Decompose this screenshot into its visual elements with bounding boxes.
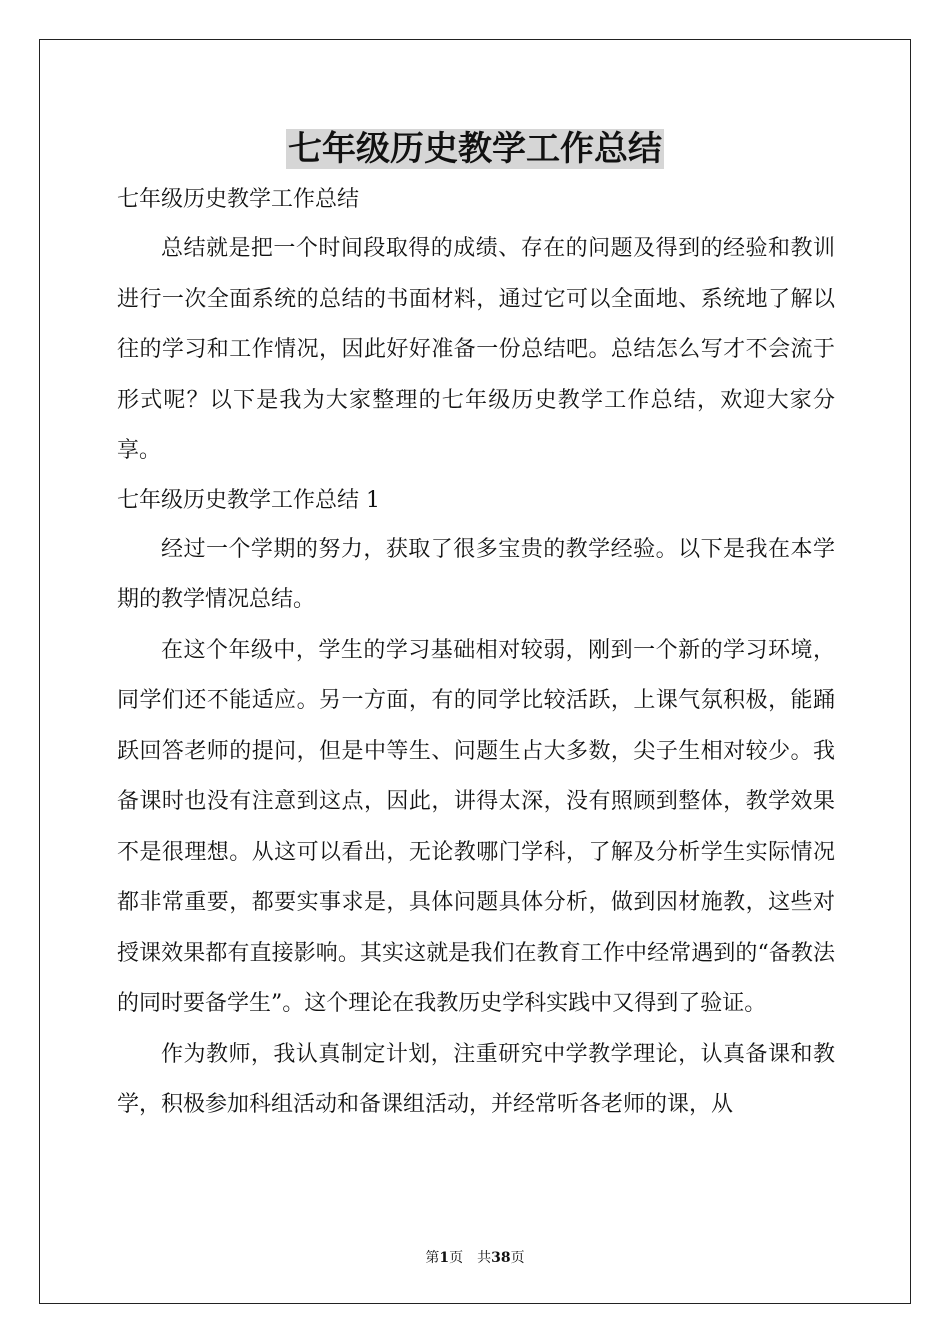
footer-total-pages: 38: [491, 1250, 511, 1266]
document-title-text: 七年级历史教学工作总结: [288, 129, 662, 169]
page-footer: [0, 1248, 950, 1268]
document-subtitle: 七年级历史教学工作总结: [117, 187, 360, 212]
body-paragraph-2: 在这个年级中，学生的学习基础相对较弱，刚到一个新的学习环境，同学们还不能适应。另一方面，有的同学比较活跃，上课气氛积极，能踊跃回答老师的提问，但是中等生、问题生占大多数，尖子生相对较少。我备课时也没有注意到这点，因此，讲得太深，没有照顾到整体，教学效果不是很理想。从这可以看出，无论教哪门学科，了解及分析学生实际情况都非常重要，都要实事求是，具体问题具体分析，做到因材施教，这些对授课效果都有直接影响。其实这就是我们在教育工作中经常遇到的“备教法的同时要备学生”。这个理论在我教历史学科实践中又得到了验证。: [117, 637, 835, 1016]
footer-total-prefix: 共: [477, 1250, 492, 1266]
body-paragraph-3: 作为教师，我认真制定计划，注重研究中学教学理论，认真备课和教学，积极参加科组活动和备课组活动，并经常听各老师的课，从: [117, 1041, 835, 1117]
footer-total-suffix: 页: [510, 1250, 525, 1266]
footer-page-number: 1: [439, 1250, 450, 1266]
footer-page-suffix: 页: [449, 1250, 464, 1266]
document-title: [0, 124, 950, 174]
footer-page-prefix: 第: [425, 1250, 440, 1266]
body-paragraph-1: 经过一个学期的努力，获取了很多宝贵的教学经验。以下是我在本学期的教学情况总结。: [117, 536, 835, 612]
document-body: [117, 176, 835, 1131]
section-heading: 七年级历史教学工作总结 1: [117, 487, 380, 513]
intro-paragraph: 总结就是把一个时间段取得的成绩、存在的问题及得到的经验和教训进行一次全面系统的总结的书面材料，通过它可以全面地、系统地了解以往的学习和工作情况，因此好好准备一份总结吧。总结怎么写才不会流于形式呢？以下是我为大家整理的七年级历史教学工作总结，欢迎大家分享。: [117, 236, 835, 463]
